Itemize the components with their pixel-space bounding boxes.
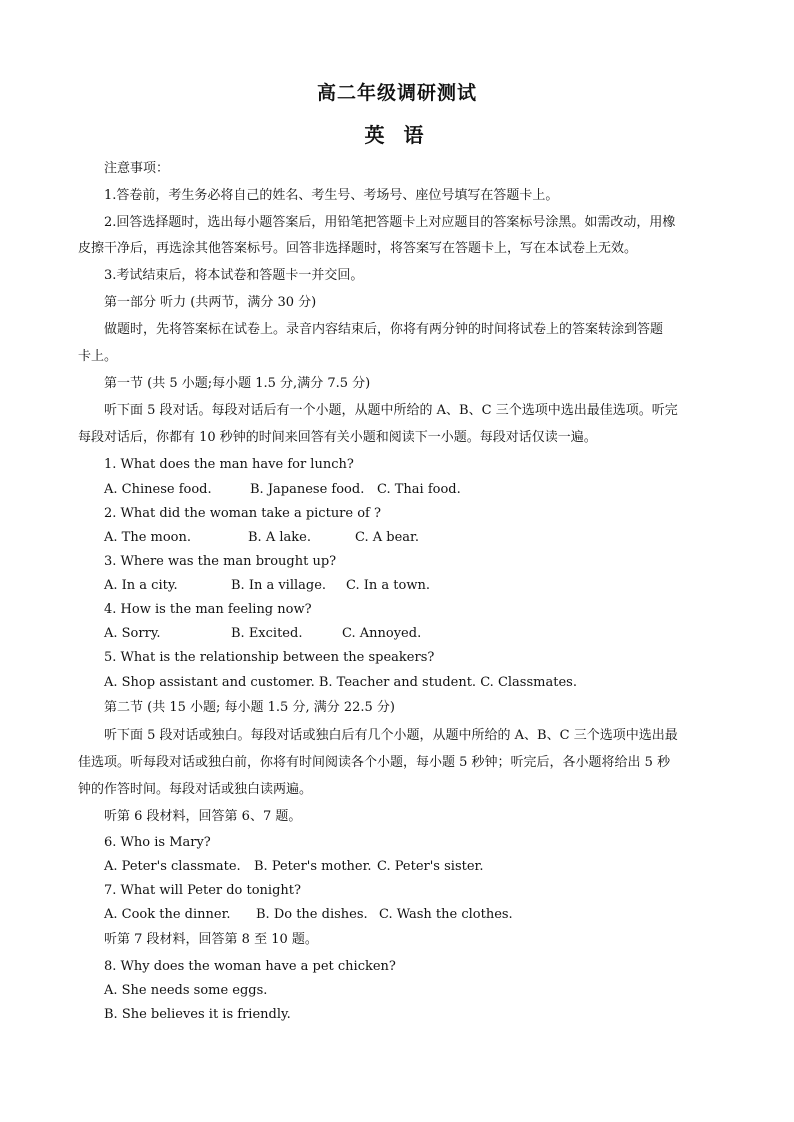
question-3-option-a: A. In a city. [104,578,178,593]
question-4-option-b: B. Excited. [231,626,303,641]
question-4-option-a: A. Sorry. [104,626,161,641]
question-6-stem: 6. Who is Mary? [104,835,211,850]
question-4-stem: 4. How is the man feeling now? [104,602,312,617]
question-1-option-c: C. Thai food. [377,482,461,497]
notice-heading: 注意事项： [104,161,170,176]
question-2-stem: 2. What did the woman take a picture of ? [104,506,381,521]
question-3-option-b: B. In a village. [231,578,327,593]
question-1-stem: 1. What does the man have for lunch? [104,457,354,472]
question-6-option-b: B. Peter's mother. [254,859,372,874]
notice-item-1: 1.答卷前，考生务必将自己的姓名、考生号、考场号、座位号填写在答题卡上。 [104,188,559,203]
question-6-option-c: C. Peter's sister. [377,859,484,874]
notice-item-2-line-1: 2.回答选择题时，选出每小题答案后，用铅笔把答题卡上对应题目的答案标号涂黑。如需改动，用橡 [104,215,676,230]
subject-title: 英 语 [364,123,430,147]
notice-item-2-line-2: 皮擦干净后，再选涂其他答案标号。回答非选择题时，将答案写在答题卡上，写在本试卷上无效。 [78,241,638,256]
section1-heading: 第一节 (共 5 小题;每小题 1.5 分,满分 7.5 分) [104,376,371,391]
section2-heading: 第二节 (共 15 小题; 每小题 1.5 分, 满分 22.5 分) [104,700,396,715]
question-5-stem: 5. What is the relationship between the speakers? [104,650,435,665]
question-3-option-c: C. In a town. [346,578,430,593]
section1-intro-line-2: 每段对话后，你都有 10 秒钟的时间来回答有关小题和阅读下一小题。每段对话仅读一遍。 [78,430,597,445]
notice-item-3: 3.考试结束后，将本试卷和答题卡一并交回。 [104,268,364,283]
question-2-option-c: C. A bear. [355,530,419,545]
section2-intro-line-2: 佳选项。听每段对话或独白前，你将有时间阅读各个小题，每小题 5 秒钟；听完后，各小题将给出 5 秒 [78,755,671,770]
material-6-instruction: 听第 6 段材料，回答第 6、7 题。 [104,809,302,824]
section2-intro-line-1: 听下面 5 段对话或独白。每段对话或独白后有几个小题，从题中所给的 A、B、C 三个选项中选出最 [104,728,678,743]
question-2-option-a: A. The moon. [104,530,192,545]
question-5-options: A. Shop assistant and customer. B. Teacher and student. C. Classmates. [104,675,577,690]
part1-intro-line-1: 做题时，先将答案标在试卷上。录音内容结束后，你将有两分钟的时间将试卷上的答案转涂到答题 [104,322,664,337]
question-7-option-a: A. Cook the dinner. [104,907,231,922]
question-4-option-c: C. Annoyed. [342,626,422,641]
question-7-option-b: B. Do the dishes. [256,907,368,922]
exam-title: 高二年级调研测试 [316,82,477,104]
section2-intro-line-3: 钟的作答时间。每段对话或独白读两遍。 [78,782,313,797]
material-7-instruction: 听第 7 段材料，回答第 8 至 10 题。 [104,932,318,947]
question-2-option-b: B. A lake. [248,530,311,545]
question-6-option-a: A. Peter's classmate. [104,859,241,874]
section1-intro-line-1: 听下面 5 段对话。每段对话后有一个小题，从题中所给的 A、B、C 三个选项中选出最佳选项。听完 [104,403,678,418]
question-3-stem: 3. Where was the man brought up? [104,554,337,569]
question-1-option-b: B. Japanese food. [250,482,365,497]
question-7-stem: 7. What will Peter do tonight? [104,883,301,898]
question-1-option-a: A. Chinese food. [104,482,212,497]
part1-intro-line-2: 卡上。 [78,349,118,364]
part1-heading: 第一部分 听力 (共两节，满分 30 分) [104,295,317,310]
question-8-option-b: B. She believes it is friendly. [104,1007,291,1022]
question-7-option-c: C. Wash the clothes. [379,907,513,922]
question-8-option-a: A. She needs some eggs. [104,983,268,998]
question-8-stem: 8. Why does the woman have a pet chicken? [104,959,396,974]
